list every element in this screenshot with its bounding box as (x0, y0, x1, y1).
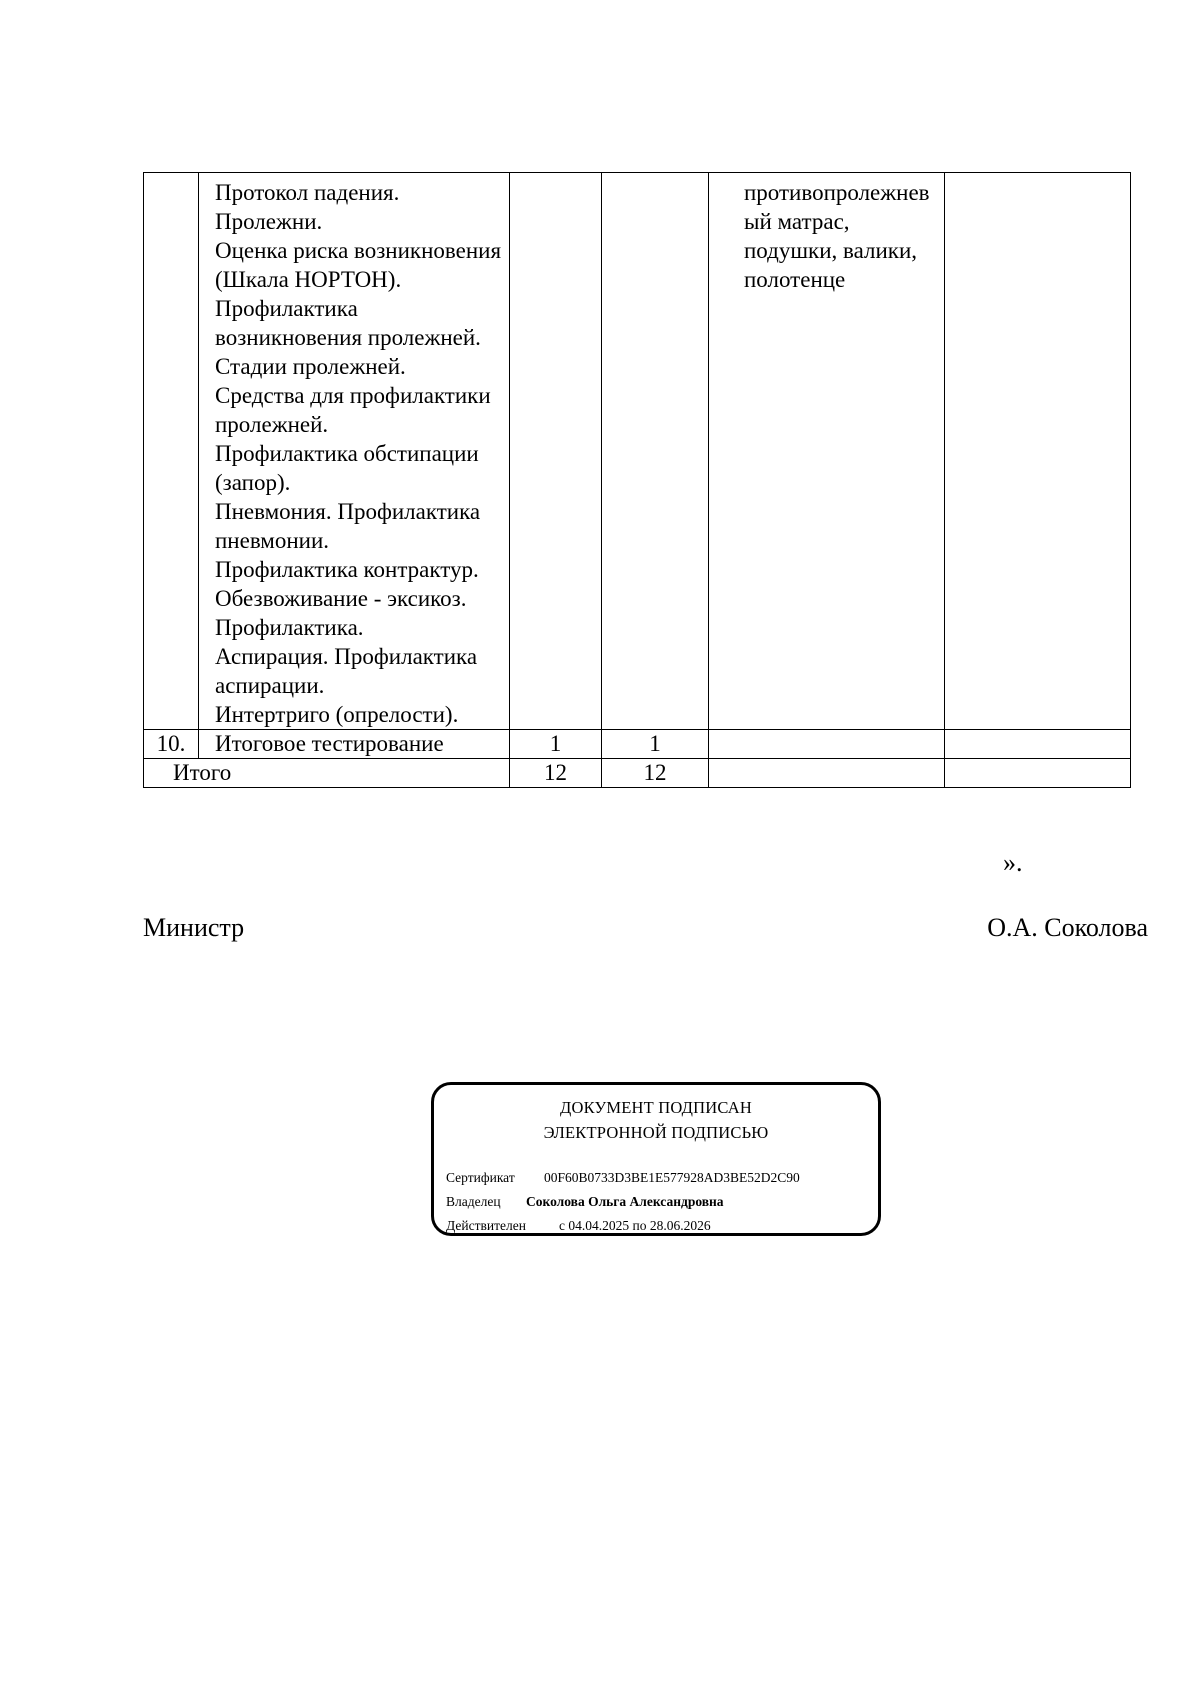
owner-value: Соколова Ольга Александровна (526, 1194, 724, 1209)
owner-label: Владелец (446, 1194, 501, 1209)
equipment-cell: противопролежнев ый матрас, подушки, валики, полотенце (709, 173, 945, 730)
topic-item: Оценка риска возникновения (Шкала НОРТОН). (215, 238, 502, 292)
stamp-owner-row (446, 1194, 724, 1210)
stamp-heading-line: ДОКУМЕНТ ПОДПИСАН (560, 1098, 752, 1117)
table-row-total (144, 759, 1131, 788)
row-number-cell (144, 173, 199, 730)
validity-label: Действителен (446, 1218, 526, 1233)
topic-item: Профилактика возникновения пролежней. (215, 296, 481, 350)
hours-practice-cell: 1 (602, 730, 709, 759)
closing-quote: ». (1003, 848, 1023, 877)
topic-item: Профилактика контрактур. (215, 557, 479, 582)
row-number-cell: 10. (144, 730, 199, 759)
hours-practice-cell (602, 173, 709, 730)
electronic-signature-stamp (431, 1082, 881, 1236)
total-label-cell: Итого (144, 759, 510, 788)
equipment-cell (709, 759, 945, 788)
topic-item: Обезвоживание - эксикоз. (215, 586, 467, 611)
table-row-final-test (144, 730, 1131, 759)
topic-item: Стадии пролежней. (215, 354, 406, 379)
topic-item: Профилактика. (215, 615, 364, 640)
stamp-certificate-row (446, 1170, 800, 1186)
notes-cell (945, 173, 1131, 730)
curriculum-table (143, 172, 1131, 788)
topic-item: Протокол падения. (215, 180, 400, 205)
topic-item: Интертриго (опрелости). (215, 702, 459, 727)
validity-value: с 04.04.2025 по 28.06.2026 (559, 1218, 711, 1233)
stamp-heading (434, 1095, 878, 1145)
topic-item: Пневмония. Профилактика пневмонии. (215, 499, 481, 553)
stamp-heading-line: ЭЛЕКТРОННОЙ ПОДПИСЬЮ (543, 1123, 769, 1142)
signatory-name: О.А. Соколова (987, 913, 1148, 942)
topic-item: Пролежни. (215, 209, 323, 234)
topics-cell (199, 173, 510, 730)
certificate-label: Сертификат (446, 1170, 515, 1185)
hours-total-cell: 1 (510, 730, 602, 759)
notes-cell (945, 730, 1131, 759)
stamp-validity-row (446, 1218, 711, 1234)
hours-total-cell: 12 (510, 759, 602, 788)
signatory-title: Министр (143, 913, 245, 942)
hours-practice-cell: 12 (602, 759, 709, 788)
topic-item: Профилактика обстипации (запор). (215, 441, 479, 495)
test-name-cell: Итоговое тестирование (199, 730, 510, 759)
notes-cell (945, 759, 1131, 788)
topic-item: Средства для профилактики пролежней. (215, 383, 491, 437)
certificate-value: 00F60B0733D3BE1E577928AD3BE52D2C90 (544, 1170, 800, 1185)
topic-item: Аспирация. Профилактика аспирации. (215, 644, 478, 698)
hours-total-cell (510, 173, 602, 730)
table-row-continuation (144, 173, 1131, 730)
equipment-cell (709, 730, 945, 759)
